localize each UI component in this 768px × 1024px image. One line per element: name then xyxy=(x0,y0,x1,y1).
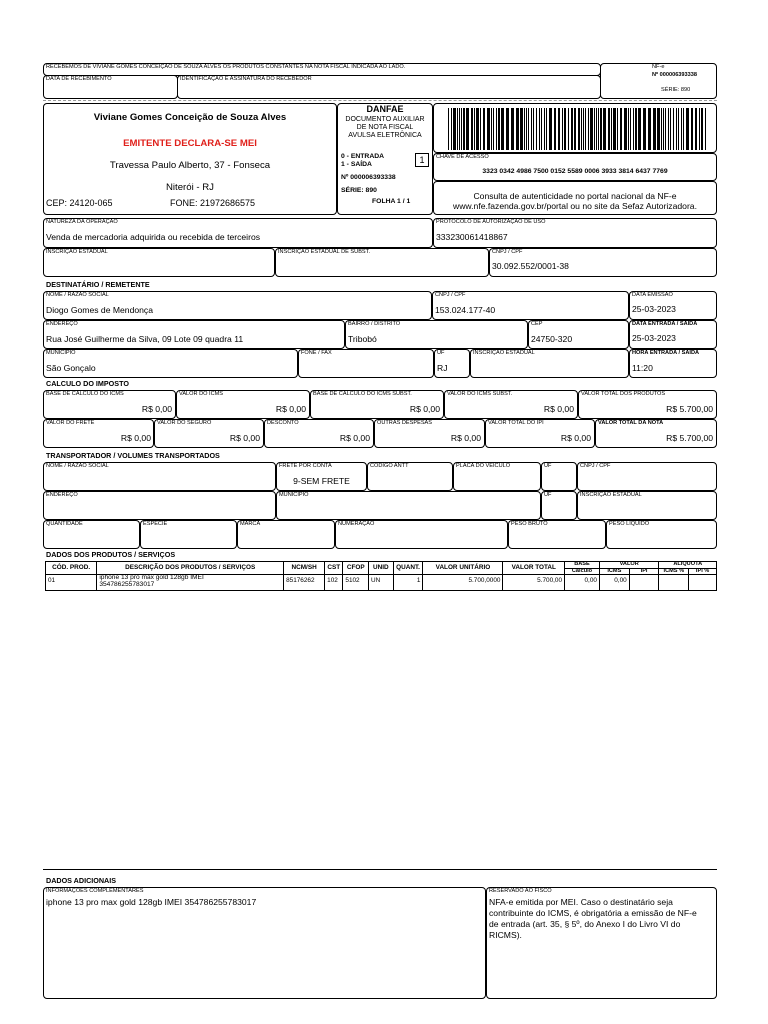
barcode-bar xyxy=(562,108,563,150)
barcode-bar xyxy=(581,108,582,150)
th-aliquota: ALIQUOTA xyxy=(659,562,717,569)
dest-cep-label: CEP xyxy=(531,321,543,327)
th-quant: QUANT. xyxy=(393,562,423,575)
barcode-bar xyxy=(594,108,595,150)
barcode-bar xyxy=(668,108,669,150)
barcode-bar xyxy=(613,108,616,150)
destinatario-section-title: DESTINATÁRIO / REMETENTE xyxy=(46,280,150,289)
transp-municipio-label: MUNICÍPIO xyxy=(279,492,309,498)
cell-ipi-pct xyxy=(689,575,717,591)
danfe-sub3: AVULSA ELETRÔNICA xyxy=(348,132,422,139)
transp-cnpj-label: CNPJ / CPF xyxy=(580,463,611,469)
barcode-bar xyxy=(528,108,529,150)
danfe-tipo-box: 1 xyxy=(415,153,429,167)
imposto-section-title: CALCULO DO IMPOSTO xyxy=(46,379,129,388)
emitente-cidade: Niterói - RJ xyxy=(166,182,214,193)
dest-endereco-label: ENDEREÇO xyxy=(46,321,78,327)
barcode-bar xyxy=(611,108,612,150)
protocolo-label: PROTOCOLO DE AUTORIZAÇÃO DE USO xyxy=(436,219,546,225)
barcode-bar xyxy=(670,108,671,150)
ie-label: INSCRIÇÃO ESTADUAL xyxy=(46,249,108,255)
transp-frete-valor: 9-SEM FRETE xyxy=(293,476,350,486)
danfe-entrada: 0 - ENTRADA xyxy=(341,153,385,160)
cell-ncm: 85176262 xyxy=(284,575,325,591)
th-ipi-pct: IPI % xyxy=(689,568,717,575)
barcode-bar xyxy=(558,108,560,150)
transp-uf2-label: UF xyxy=(544,492,552,498)
cell-vtotal: 5.700,00 xyxy=(503,575,565,591)
barcode-bar xyxy=(546,108,547,150)
cell-vunit: 5.700,0000 xyxy=(423,575,503,591)
barcode-bar xyxy=(683,108,684,150)
table-row xyxy=(46,575,717,591)
th-vunit: VALOR UNITÁRIO xyxy=(423,562,503,575)
barcode-bar xyxy=(539,108,540,150)
barcode-bar xyxy=(628,108,629,150)
transp-placa-label: PLACA DO VEICULO xyxy=(456,463,511,469)
produtos-section-title: DADOS DOS PRODUTOS / SERVIÇOS xyxy=(46,550,176,559)
canhoto-nfe-label: NF-e xyxy=(652,64,665,70)
barcode-bar xyxy=(578,108,580,150)
barcode-bar xyxy=(657,108,660,150)
cell-unid: UN xyxy=(369,575,394,591)
barcode-bar xyxy=(544,108,545,150)
barcode-bar xyxy=(526,108,527,150)
barcode-bar xyxy=(585,108,586,150)
th-icms: ICMS xyxy=(599,568,629,575)
th-cfop: CFOP xyxy=(343,562,369,575)
data-saida-valor: 25-03-2023 xyxy=(632,333,676,343)
barcode-bar xyxy=(476,108,479,150)
barcode-bar xyxy=(665,108,666,150)
barcode-bar xyxy=(524,108,525,150)
barcode-bar xyxy=(620,108,622,150)
fisco-linha-4: RICMS). xyxy=(489,930,522,940)
th-desc: DESCRIÇÃO DOS PRODUTOS / SERVIÇOS xyxy=(97,562,284,575)
barcode-bar xyxy=(635,108,637,150)
dest-nome-valor: Diogo Gomes de Mendonça xyxy=(46,305,154,315)
barcode-bar xyxy=(474,108,475,150)
total-nota-valor: R$ 5.700,00 xyxy=(666,433,713,443)
cell-desc xyxy=(97,575,284,591)
seguro-label: VALOR DO SEGURO xyxy=(157,420,212,426)
th-icms-pct: ICMS % xyxy=(659,568,689,575)
fisco-linha-1: NFA-e emitida por MEI. Caso o destinatário seja xyxy=(489,897,673,907)
cell-desc-line1: iphone 13 pro max gold 128gb IMEI xyxy=(99,574,204,582)
barcode-bar xyxy=(498,108,500,150)
base-icms-valor: R$ 0,00 xyxy=(141,404,172,414)
transp-antt-label: CODIGO ANTT xyxy=(370,463,409,469)
barcode-bar xyxy=(459,108,460,150)
barcode xyxy=(448,108,708,150)
transportador-section-title: TRANSPORTADOR / VOLUMES TRANSPORTADOS xyxy=(46,451,220,460)
emitente-cep: CEP: 24120-065 xyxy=(46,198,113,208)
seguro-valor: R$ 0,00 xyxy=(229,433,260,443)
dest-bairro-label: BAIRRO / DISTRITO xyxy=(348,321,401,327)
adicionais-section-title: DADOS ADICIONAIS xyxy=(46,876,117,885)
hora-saida-valor: 11:20 xyxy=(632,363,653,373)
barcode-bar xyxy=(501,108,504,150)
barcode-bar xyxy=(653,108,656,150)
emitente-endereco: Travessa Paulo Alberto, 37 - Fonseca xyxy=(109,160,271,171)
th-base: BASE xyxy=(565,562,600,569)
identificacao-label: IDENTIFICAÇÃO E ASSINATURA DO RECEBEDOR xyxy=(180,76,312,82)
cell-cfop: 5102 xyxy=(343,575,369,591)
dest-endereco-valor: Rua José Guilherme da Silva, 09 Lote 09 quadra 11 xyxy=(46,334,244,344)
barcode-bar xyxy=(643,108,646,150)
emitente-nome: Viviane Gomes Conceição de Souza Alves xyxy=(93,112,287,123)
dest-cnpj-label: CNPJ / CPF xyxy=(435,292,466,298)
barcode-bar xyxy=(531,108,532,150)
valor-icms-label: VALOR DO ICMS xyxy=(179,391,224,397)
th-valor: VALOR xyxy=(599,562,659,569)
info-complementares-valor: iphone 13 pro max gold 128gb IMEI 354786255783017 xyxy=(46,897,257,907)
transp-nome-label: NOME / RAZÃO SOCIAL xyxy=(46,463,109,469)
barcode-bar xyxy=(487,108,490,150)
desconto-label: DESCONTO xyxy=(267,420,299,426)
barcode-bar xyxy=(699,108,700,150)
barcode-bar xyxy=(571,108,573,150)
transp-frete-label: FRETE POR CONTA xyxy=(279,463,332,469)
transp-especie-label: ESPÉCIE xyxy=(143,521,168,527)
cell-cod: 01 xyxy=(46,575,97,591)
emitente-fone: FONE: 21972686575 xyxy=(170,198,256,208)
barcode-bar xyxy=(661,108,662,150)
barcode-bar xyxy=(511,108,514,150)
danfe-numero: Nº 000006393338 xyxy=(341,174,396,181)
total-produtos-label: VALOR TOTAL DOS PRODUTOS xyxy=(581,391,666,397)
transp-municipio-box xyxy=(276,491,541,520)
transp-peso-bruto-label: PESO BRUTO xyxy=(511,521,548,527)
barcode-bar xyxy=(533,108,534,150)
cell-icms: 0,00 xyxy=(599,575,629,591)
barcode-bar xyxy=(588,108,589,150)
transp-quantidade-label: QUANTIDADE xyxy=(46,521,83,527)
dest-ie-label: INSCRIÇÃO ESTADUAL xyxy=(473,350,535,356)
canhoto-cut-line xyxy=(43,100,717,101)
cell-ipi xyxy=(629,575,659,591)
barcode-bar xyxy=(624,108,627,150)
barcode-bar xyxy=(648,108,651,150)
outras-label: OUTRAS DESPESAS xyxy=(377,420,433,426)
ipi-valor: R$ 0,00 xyxy=(560,433,591,443)
dest-municipio-valor: São Gonçalo xyxy=(46,363,96,373)
dest-uf-label: UF xyxy=(437,350,445,356)
barcode-bar xyxy=(691,108,693,150)
iest-label: INSCRIÇÃO ESTADUAL DE SUBST. xyxy=(278,249,371,255)
dest-cep-valor: 24750-320 xyxy=(531,334,573,344)
danfe-folha: FOLHA 1 / 1 xyxy=(372,198,411,205)
barcode-bar xyxy=(701,108,703,150)
barcode-bar xyxy=(506,108,509,150)
frete-valor: R$ 0,00 xyxy=(120,433,151,443)
chave-label: CHAVE DE ACESSO xyxy=(436,154,489,160)
barcode-bar xyxy=(491,108,492,150)
canhoto-numero: Nº 000006393338 xyxy=(652,72,697,78)
dest-cnpj-valor: 153.024.177-40 xyxy=(435,305,496,315)
barcode-bar xyxy=(686,108,689,150)
barcode-bar xyxy=(603,108,606,150)
barcode-bar xyxy=(483,108,485,150)
chave-valor[interactable]: 3323 0342 4986 7500 0152 5589 0006 3933 3814 6437 7769 xyxy=(482,168,668,175)
frete-label: VALOR DO FRETE xyxy=(46,420,95,426)
emitente-declara-mei: EMITENTE DECLARA-SE MEI xyxy=(123,138,257,149)
transp-marca-label: MARCA xyxy=(240,521,261,527)
barcode-bar xyxy=(453,108,456,150)
barcode-bar xyxy=(496,108,497,150)
barcode-bar xyxy=(638,108,641,150)
ipi-label: VALOR TOTAL DO IPI xyxy=(488,420,544,426)
protocolo-valor: 333230061418867 xyxy=(436,232,508,242)
barcode-bar xyxy=(549,108,552,150)
barcode-bar xyxy=(676,108,677,150)
dest-nome-label: NOME / RAZÃO SOCIAL xyxy=(46,292,109,298)
barcode-bar xyxy=(681,108,682,150)
valor-st-label: VALOR DO ICMS SUBST. xyxy=(447,391,513,397)
barcode-bar xyxy=(457,108,458,150)
fisco-linha-2: contribuinte do ICMS, é obrigatória a emissão de NF-e xyxy=(489,908,697,918)
fisco-linha-3: de entrada (art. 35, § 5º, do Anexo I do Livro VI do xyxy=(489,919,681,929)
barcode-bar xyxy=(695,108,697,150)
th-cod: CÓD. PROD. xyxy=(46,562,97,575)
barcode-bar xyxy=(596,108,597,150)
barcode-bar xyxy=(461,108,462,150)
canhoto-recebemos: RECEBEMOS DE VIVIANE GOMES CONCEIÇÃO DE SOUZA ALVES OS PRODUTOS CONSTANTES NA NOTA FISCAL INDICADA AO LADO. xyxy=(46,64,406,70)
danfe-titulo: DANFAE xyxy=(366,104,404,114)
transp-ie-label: INSCRIÇÃO ESTADUAL xyxy=(580,492,642,498)
barcode-bar xyxy=(630,108,631,150)
outras-valor: R$ 0,00 xyxy=(450,433,481,443)
barcode-bar xyxy=(554,108,556,150)
valor-st-valor: R$ 0,00 xyxy=(543,404,574,414)
dest-uf-valor: RJ xyxy=(437,363,448,373)
barcode-bar xyxy=(466,108,469,150)
dest-fone-label: FONE / FAX xyxy=(301,350,332,356)
data-recebimento-label: DATA DE RECEBIMENTO xyxy=(46,76,112,82)
cell-quant: 1 xyxy=(393,575,423,591)
danfe-sub1: DOCUMENTO AUXILIAR xyxy=(345,116,425,123)
th-ipi: IPI xyxy=(629,568,659,575)
data-emissao-valor: 25-03-2023 xyxy=(632,304,676,314)
consulta-texto-1: Consulta de autenticidade no portal nacional da NF-e xyxy=(473,191,677,201)
danfe-sub2: DE NOTA FISCAL xyxy=(356,124,414,131)
natureza-valor: Venda de mercadoria adquirida ou recebida de terceiros xyxy=(46,232,261,242)
barcode-bar xyxy=(705,108,706,150)
barcode-bar xyxy=(600,108,602,150)
base-st-label: BASE DE CALCULO DO ICMS SUBST. xyxy=(313,391,412,397)
barcode-bar xyxy=(633,108,634,150)
barcode-bar xyxy=(663,108,664,150)
barcode-bar xyxy=(673,108,674,150)
cell-icms-pct xyxy=(659,575,689,591)
barcode-bar xyxy=(471,108,473,150)
adicionais-divider xyxy=(43,869,717,870)
info-complementares-label: INFORMAÇÕES COMPLEMENTARES xyxy=(46,888,144,894)
dest-municipio-label: MUNICÍPIO xyxy=(46,350,76,356)
canhoto-serie: SÉRIE: 890 xyxy=(661,87,691,93)
barcode-bar xyxy=(536,108,537,150)
emitente-cnpj-label: CNPJ / CPF xyxy=(492,249,523,255)
base-icms-label: BASE DE CALCULO DO ICMS xyxy=(46,391,124,397)
cell-base: 0,00 xyxy=(565,575,600,591)
desconto-valor: R$ 0,00 xyxy=(339,433,370,443)
barcode-bar xyxy=(520,108,523,150)
barcode-bar xyxy=(678,108,679,150)
barcode-bar xyxy=(451,108,452,150)
barcode-bar xyxy=(463,108,465,150)
produtos-table xyxy=(45,561,717,591)
barcode-bar xyxy=(617,108,618,150)
danfe-saida: 1 - SAÍDA xyxy=(341,161,372,168)
barcode-bar xyxy=(598,108,599,150)
transp-uf-label: UF xyxy=(544,463,552,469)
th-calculo: Cálculo xyxy=(565,568,600,575)
barcode-bar xyxy=(493,108,494,150)
barcode-bar xyxy=(541,108,542,150)
cell-desc-line2: 354786255783017 xyxy=(99,580,155,588)
danfe-serie: SÉRIE: 890 xyxy=(341,187,377,194)
th-ncm: NCM/SH xyxy=(284,562,325,575)
data-saida-label: DATA ENTRADA / SAÍDA xyxy=(632,321,698,327)
transp-endereco-label: ENDEREÇO xyxy=(46,492,78,498)
barcode-bar xyxy=(583,108,584,150)
valor-icms-valor: R$ 0,00 xyxy=(275,404,306,414)
barcode-bar xyxy=(448,108,449,150)
th-cst: CST xyxy=(325,562,343,575)
emitente-cnpj-valor: 30.092.552/0001-38 xyxy=(492,261,569,271)
hora-saida-label: HORA ENTRADA / SAÍDA xyxy=(632,350,700,356)
barcode-bar xyxy=(574,108,576,150)
barcode-bar xyxy=(568,108,569,150)
barcode-bar xyxy=(516,108,519,150)
barcode-bar xyxy=(590,108,593,150)
th-vtotal: VALOR TOTAL xyxy=(503,562,565,575)
barcode-bar xyxy=(608,108,610,150)
total-produtos-valor: R$ 5.700,00 xyxy=(666,404,713,414)
barcode-bar xyxy=(564,108,566,150)
natureza-label: NATUREZA DA OPERAÇÃO xyxy=(46,219,118,225)
dest-bairro-valor: Tribobó xyxy=(348,334,377,344)
transp-numeracao-label: NUMERAÇÃO xyxy=(338,521,375,527)
th-unid: UNID xyxy=(369,562,394,575)
data-emissao-label: DATA EMISSÃO xyxy=(632,292,673,298)
cell-cst: 102 xyxy=(325,575,343,591)
base-st-valor: R$ 0,00 xyxy=(409,404,440,414)
reservado-fisco-label: RESERVADO AO FISCO xyxy=(489,888,552,894)
transp-peso-liquido-label: PESO LIQUIDO xyxy=(609,521,650,527)
barcode-bar xyxy=(480,108,481,150)
total-nota-label: VALOR TOTAL DA NOTA xyxy=(598,420,664,426)
consulta-texto-2: www.nfe.fazenda.gov.br/portal ou no site da Sefaz Autorizadora. xyxy=(453,201,697,211)
